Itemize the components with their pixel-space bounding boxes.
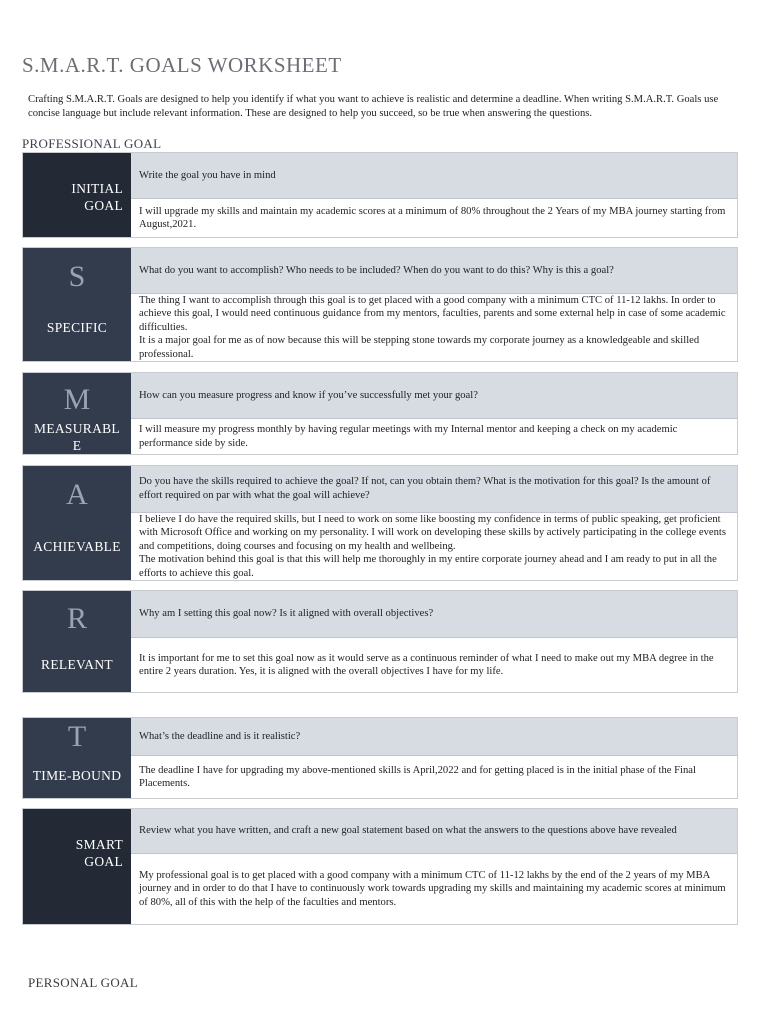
measurable-block <box>22 372 738 455</box>
timebound-block <box>22 717 738 799</box>
timebound-label: TIME-BOUND <box>32 768 122 783</box>
specific-block <box>22 247 738 362</box>
initial-goal-answer[interactable] <box>131 199 737 237</box>
specific-letter: S <box>68 260 86 293</box>
achievable-question <box>131 466 737 513</box>
initial-label-line2: GOAL <box>84 198 123 213</box>
smart-goal-label <box>76 836 123 870</box>
measurable-label: MEASURABL E <box>34 421 120 453</box>
timebound-answer-text: The deadline I have for upgrading my above-mentioned skills is April,2022 and for getting placed is in the initial phase of the Final Placements. <box>139 764 696 789</box>
relevant-label: RELEVANT <box>41 657 113 672</box>
achievable-block <box>22 465 738 581</box>
achievable-label: ACHIEVABLE <box>33 539 121 554</box>
achievable-answer[interactable] <box>131 513 737 581</box>
relevant-question: Why am I setting this goal now? Is it aligned with overall objectives? <box>131 591 737 638</box>
smart-label-line2: GOAL <box>84 854 123 869</box>
smart-goal-question: Review what you have written, and craft a new goal statement based on what the answers to the questions above have revealed <box>131 809 737 854</box>
specific-sidebar <box>23 248 131 361</box>
initial-goal-question: Write the goal you have in mind <box>131 153 737 199</box>
measurable-answer-text: I will measure my progress monthly by having regular meetings with my Internal mentor and keeping a check on my academic performance side by side. <box>139 424 678 449</box>
smart-goal-block <box>22 808 738 925</box>
personal-goal-heading: PERSONAL GOAL <box>28 975 138 990</box>
initial-goal-block <box>22 152 738 238</box>
intro-text: Crafting S.M.A.R.T. Goals are designed to help you identify if what you want to achieve is realistic and determine a deadline. When writing S.M.A.R.T. Goals use concise language but include relevant information. These are designed to help you succeed, so be true when answering the questions. <box>28 94 719 119</box>
relevant-answer-text: It is important for me to set this goal now as it would serve as a continuous reminder of what I need to make out my MBA degree in the entire 2 years duration. Yes, it is aligned with the overall objectives I have for my life. <box>139 652 714 677</box>
measurable-question: How can you measure progress and know if you’ve successfully met your goal? <box>131 373 737 419</box>
specific-question: What do you want to accomplish? Who needs to be included? When do you want to do this? Why is this a goal? <box>131 248 737 294</box>
measurable-answer[interactable] <box>131 419 737 454</box>
relevant-letter: R <box>66 602 87 635</box>
initial-goal-label <box>71 180 123 214</box>
timebound-sidebar <box>23 718 131 798</box>
timebound-question: What’s the deadline and is it realistic? <box>131 718 737 756</box>
specific-label: SPECIFIC <box>46 320 108 335</box>
measurable-sidebar <box>23 373 131 454</box>
initial-goal-answer-text: I will upgrade my skills and maintain my academic scores at a minimum of 80% throughout the 2 Years of my MBA journey starting from August,2021. <box>139 205 726 230</box>
professional-goal-heading: PROFESSIONAL GOAL <box>22 136 162 151</box>
relevant-block <box>22 590 738 693</box>
achievable-answer-text: I believe I do have the required skills, but I need to work on some like boosting my confidence in terms of public speaking, get proficient with Microsoft Office and working on my personality. I will work on developing these skills by actively participating in the college events and competitions, doing courses and focusing on my health and wellbeing. The motivation behind this goal is that this will help me thoroughly in my entire corporate journey ahead and I am ready to put in all the efforts to achieve this goal. <box>139 513 726 579</box>
specific-answer-text: The thing I want to accomplish through this goal is to get placed with a good company with a minimum CTC of 11-12 lakhs. In order to achieve this goal, I would need continuous guidance from my mentors, faculties, parents and some external help in case of some academic difficulties. It is a major goal for me as of now because this will be stepping stone towards my corporate journey as a knowledgeable and skilled professional. <box>139 294 726 360</box>
timebound-answer[interactable] <box>131 756 737 798</box>
initial-label-line1: INITIAL <box>71 181 123 196</box>
achievable-sidebar <box>23 466 131 580</box>
smart-goal-answer-text: My professional goal is to get placed with a good company with a minimum CTC of 11-12 lakhs by the end of the 2 years of my MBA journey and in order to do that I have to continuously work towards upgrading my skills and maintaining my academic scores at minimum of 80%, all of this with the help of the faculties and mentors. <box>139 869 726 908</box>
smart-goal-sidebar <box>23 809 131 924</box>
achievable-letter: A <box>66 478 88 511</box>
measurable-letter: M <box>63 383 91 416</box>
relevant-sidebar <box>23 591 131 692</box>
achievable-question-text: Do you have the skills required to achieve the goal? If not, can you obtain them? What is the motivation for this goal? Is the amount of effort required on par with what the goal will achieve? <box>139 476 711 501</box>
relevant-answer[interactable] <box>131 638 737 692</box>
initial-goal-sidebar <box>23 153 131 237</box>
smart-label-line1: SMART <box>75 837 123 852</box>
specific-answer[interactable] <box>131 294 737 362</box>
timebound-letter: T <box>67 720 87 753</box>
worksheet-title: S.M.A.R.T. GOALS WORKSHEET <box>22 53 342 77</box>
smart-goal-answer[interactable] <box>131 854 737 924</box>
